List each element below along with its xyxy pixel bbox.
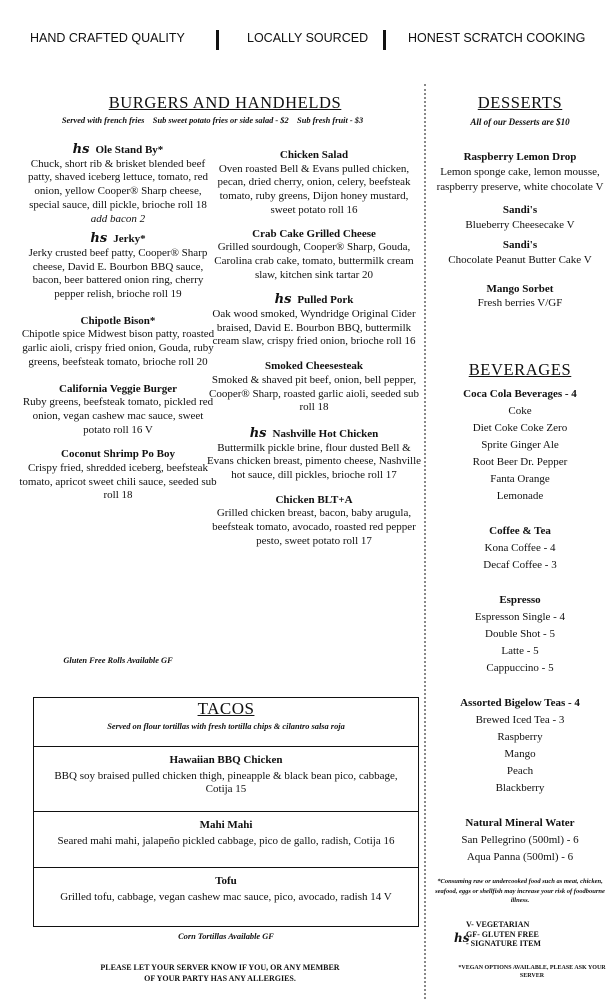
beverage-group-name: Assorted Bigelow Teas - 4 bbox=[460, 697, 580, 709]
beverage-line: Brewed Iced Tea - 3 bbox=[475, 714, 565, 726]
beverage-line: Fanta Orange bbox=[490, 473, 550, 485]
vegan-note: *VEGAN OPTIONS AVAILABLE, PLEASE ASK YOUR SERVER bbox=[458, 965, 606, 979]
beverage-line: Cappuccino - 5 bbox=[486, 662, 554, 674]
menu-item-title bbox=[206, 494, 422, 508]
dessert-item bbox=[428, 150, 612, 194]
menu-item-title bbox=[18, 143, 218, 158]
beverage-line: Raspberry bbox=[497, 731, 543, 743]
beverages-list bbox=[428, 386, 612, 866]
menu-item bbox=[206, 360, 422, 415]
desserts-title: DESSERTS bbox=[477, 93, 563, 112]
gluten-free-note: Gluten Free Rolls Available GF bbox=[63, 656, 173, 665]
menu-item-title bbox=[18, 383, 218, 397]
header-item-scratch: HONEST SCRATCH COOKING bbox=[408, 31, 586, 45]
header-divider bbox=[216, 30, 219, 50]
dessert-name: Raspberry Lemon Drop bbox=[463, 151, 577, 163]
menu-item-desc: Buttermilk pickle brine, flour dusted Bell & Evans chicken breast, pimento cheese, Nashville hot sauce, dill pickles, brioche roll 17 bbox=[206, 441, 422, 482]
legend bbox=[440, 920, 610, 949]
menu-item-extra: add bacon 2 bbox=[90, 212, 146, 225]
menu-item-title bbox=[206, 228, 422, 242]
menu-item-desc: Oak wood smoked, Wyndridge Original Cider braised, David E. Bourbon BBQ, buttermilk cream slaw, crispy fried onion, brioche roll 16 bbox=[212, 308, 416, 348]
signature-logo-icon: hs bbox=[454, 931, 470, 945]
menu-item bbox=[206, 149, 422, 218]
beverage-line: San Pellegrino (500ml) - 6 bbox=[461, 834, 579, 846]
menu-item-desc: Oven roasted Bell & Evans pulled chicken, pecan, dried cherry, onion, celery, beefsteak tomato, ruby greens, Dijon honey mustard, sweet potato roll 16 bbox=[217, 162, 411, 216]
dessert-name: Sandi's bbox=[502, 204, 538, 217]
legend-vegetarian: V- VEGETARIAN bbox=[466, 920, 530, 929]
beverage-line: Coke bbox=[508, 405, 532, 417]
menu-item-desc: Ruby greens, beefsteak tomato, pickled red onion, vegan cashew mac sauce, sweet potato roll 16 V bbox=[22, 396, 214, 436]
taco-item bbox=[34, 867, 418, 923]
menu-item-desc: Smoked & shaved pit beef, onion, bell pepper, Cooper® Sharp, roasted garlic aioli, seeded sub roll 18 bbox=[209, 373, 419, 414]
menu-item bbox=[206, 293, 422, 349]
beverage-group bbox=[428, 592, 612, 677]
allergy-note: PLEASE LET YOUR SERVER KNOW IF YOU, OR ANY MEMBER OF YOUR PARTY HAS ANY ALLERGIES. bbox=[100, 963, 340, 983]
beverage-group bbox=[428, 523, 612, 574]
beverage-group bbox=[428, 695, 612, 797]
burgers-right-column bbox=[206, 149, 422, 549]
beverage-line: Double Shot - 5 bbox=[485, 628, 555, 640]
taco-item-name: Tofu bbox=[215, 875, 237, 887]
menu-item-title bbox=[206, 149, 422, 163]
menu-item-desc: Chipotle spice Midwest bison patty, roasted garlic aioli, crispy fried onion, Gouda, ruby greens, beefsteak tomato, brioche roll 20 bbox=[21, 328, 215, 368]
taco-item-name: Hawaiian BBQ Chicken bbox=[169, 754, 283, 766]
signature-logo-icon: hs bbox=[90, 231, 108, 247]
beverage-group-name: Coca Cola Beverages - 4 bbox=[463, 388, 577, 400]
dessert-desc: Lemon sponge cake, lemon mousse, raspberry preserve, white chocolate V bbox=[436, 165, 604, 193]
menu-item-title bbox=[18, 448, 218, 462]
dessert-name: Mango Sorbet bbox=[486, 282, 554, 295]
beverage-line: Blackberry bbox=[495, 782, 545, 794]
menu-item-desc: Grilled sourdough, Cooper® Sharp, Gouda, Carolina crab cake, tomato, buttermilk cream slaw, kitchen sink tartar 20 bbox=[214, 241, 414, 281]
signature-logo-icon: hs bbox=[274, 292, 292, 308]
beverage-line: Decaf Coffee - 3 bbox=[483, 559, 557, 571]
desserts-list bbox=[428, 150, 612, 311]
burgers-subtitle: Served with french fries Sub sweet potato fries or side salad - $2 Sub fresh fruit - $3 bbox=[61, 116, 364, 125]
beverage-line: Latte - 5 bbox=[501, 645, 539, 657]
legend-gluten-free: GF- GLUTEN FREE bbox=[466, 929, 539, 939]
menu-item-name: Chicken BLT+A bbox=[275, 493, 353, 506]
dessert-item bbox=[428, 238, 612, 268]
menu-item-title bbox=[18, 232, 218, 247]
menu-item-name: Chipotle Bison* bbox=[80, 314, 156, 327]
beverage-line: Espresson Single - 4 bbox=[474, 611, 566, 623]
beverage-line: Mango bbox=[504, 748, 536, 760]
dessert-desc: Blueberry Cheesecake V bbox=[465, 219, 575, 232]
header-divider bbox=[383, 30, 386, 50]
menu-item-name: Nashville Hot Chicken bbox=[272, 427, 379, 440]
taco-item-desc: BBQ soy braised pulled chicken thigh, pineapple & black bean pico, cabbage, Cotija 15 bbox=[54, 769, 398, 796]
beverage-line: Kona Coffee - 4 bbox=[484, 542, 556, 554]
beverage-group-name: Coffee & Tea bbox=[489, 525, 551, 537]
menu-item-name: Crab Cake Grilled Cheese bbox=[252, 227, 376, 240]
menu-item bbox=[18, 383, 218, 438]
taco-item-name: Mahi Mahi bbox=[199, 819, 253, 831]
menu-item bbox=[206, 427, 422, 483]
beverage-line: Sprite Ginger Ale bbox=[481, 439, 559, 451]
burgers-left-column bbox=[18, 143, 218, 503]
taco-item bbox=[34, 811, 418, 867]
beverage-group bbox=[428, 386, 612, 505]
tacos-list bbox=[34, 746, 418, 923]
beverages-title: BEVERAGES bbox=[468, 360, 572, 379]
menu-item bbox=[206, 228, 422, 283]
menu-item-desc: Grilled chicken breast, bacon, baby arugula, beefsteak tomato, avocado, roasted red pepper pesto, sweet potato roll 17 bbox=[212, 507, 416, 547]
beverage-line: Peach bbox=[506, 765, 534, 777]
beverage-group-name: Natural Mineral Water bbox=[465, 817, 575, 829]
header-item-local: LOCALLY SOURCED bbox=[247, 31, 369, 45]
dessert-desc: Fresh berries V/GF bbox=[477, 297, 563, 310]
menu-item bbox=[206, 494, 422, 549]
taco-item-desc: Seared mahi mahi, jalapeño pickled cabbage, pico de gallo, radish, Cotija 16 bbox=[57, 834, 395, 847]
menu-item bbox=[18, 143, 218, 226]
taco-item bbox=[34, 746, 418, 811]
menu-item-name: Pulled Pork bbox=[297, 294, 354, 307]
menu-item-title bbox=[18, 315, 218, 329]
menu-item-title bbox=[206, 427, 422, 442]
beverage-line: Root Beer Dr. Pepper bbox=[472, 456, 568, 468]
menu-item-name: Smoked Cheesesteak bbox=[264, 360, 364, 373]
menu-item bbox=[18, 448, 218, 503]
burgers-title: BURGERS AND HANDHELDS bbox=[108, 93, 342, 112]
menu-item-name: Coconut Shrimp Po Boy bbox=[61, 448, 175, 461]
menu-item-desc: Crispy fried, shredded iceberg, beefsteak tomato, apricot sweet chili sauce, seeded sub roll 18 bbox=[19, 462, 217, 502]
menu-item bbox=[18, 232, 218, 302]
consume-note: *Consuming raw or undercooked food such as meat, chicken, seafood, eggs or shellfish may increase your risk of foodbourne illness. bbox=[435, 878, 605, 904]
menu-item bbox=[18, 315, 218, 370]
signature-logo-icon: hs bbox=[72, 142, 90, 157]
menu-item-desc: Jerky crusted beef patty, Cooper® Sharp cheese, David E. Bourbon BBQ sauce, bacon, beer battered onion ring, cherry pepper relish, brioche roll 19 bbox=[28, 246, 208, 301]
tacos-box bbox=[33, 697, 419, 927]
desserts-subtitle: All of our Desserts are $10 bbox=[470, 117, 570, 127]
dessert-name: Sandi's bbox=[502, 238, 538, 251]
beverage-group bbox=[428, 815, 612, 866]
taco-item-desc: Grilled tofu, cabbage, vegan cashew mac sauce, pico, avocado, radish 14 V bbox=[60, 890, 392, 903]
menu-item-name: Jerky* bbox=[113, 233, 146, 246]
menu-item-name: Chicken Salad bbox=[279, 149, 349, 161]
menu-item-name: Ole Stand By* bbox=[95, 144, 164, 156]
tacos-subtitle: Served on flour tortillas with fresh tortilla chips & cilantro salsa roja bbox=[107, 722, 345, 731]
dessert-item bbox=[428, 203, 612, 233]
beverage-group-name: Espresso bbox=[499, 594, 541, 606]
menu-item-desc: Chuck, short rib & brisket blended beef patty, shaved iceberg lettuce, tomato, red onion, yellow Cooper® Sharp cheese, special sauce, dill pickle, brioche roll 18 bbox=[28, 157, 208, 211]
beverage-line: Diet Coke Coke Zero bbox=[472, 422, 568, 434]
menu-item-name: California Veggie Burger bbox=[59, 382, 177, 395]
beverage-line: Aqua Panna (500ml) - 6 bbox=[466, 851, 574, 863]
dessert-desc: Chocolate Peanut Butter Cake V bbox=[448, 253, 592, 266]
menu-item-title bbox=[206, 360, 422, 374]
corn-tortilla-note: Corn Tortillas Available GF bbox=[178, 932, 274, 941]
column-divider bbox=[424, 84, 426, 999]
signature-logo-icon: hs bbox=[249, 425, 267, 441]
menu-item-title bbox=[206, 293, 422, 308]
dessert-item bbox=[428, 282, 612, 312]
tacos-title: TACOS bbox=[197, 699, 255, 718]
header-item-quality: HAND CRAFTED QUALITY bbox=[30, 31, 185, 45]
legend-signature: hs - SIGNATURE ITEM bbox=[454, 931, 541, 948]
beverage-line: Lemonade bbox=[496, 490, 544, 502]
